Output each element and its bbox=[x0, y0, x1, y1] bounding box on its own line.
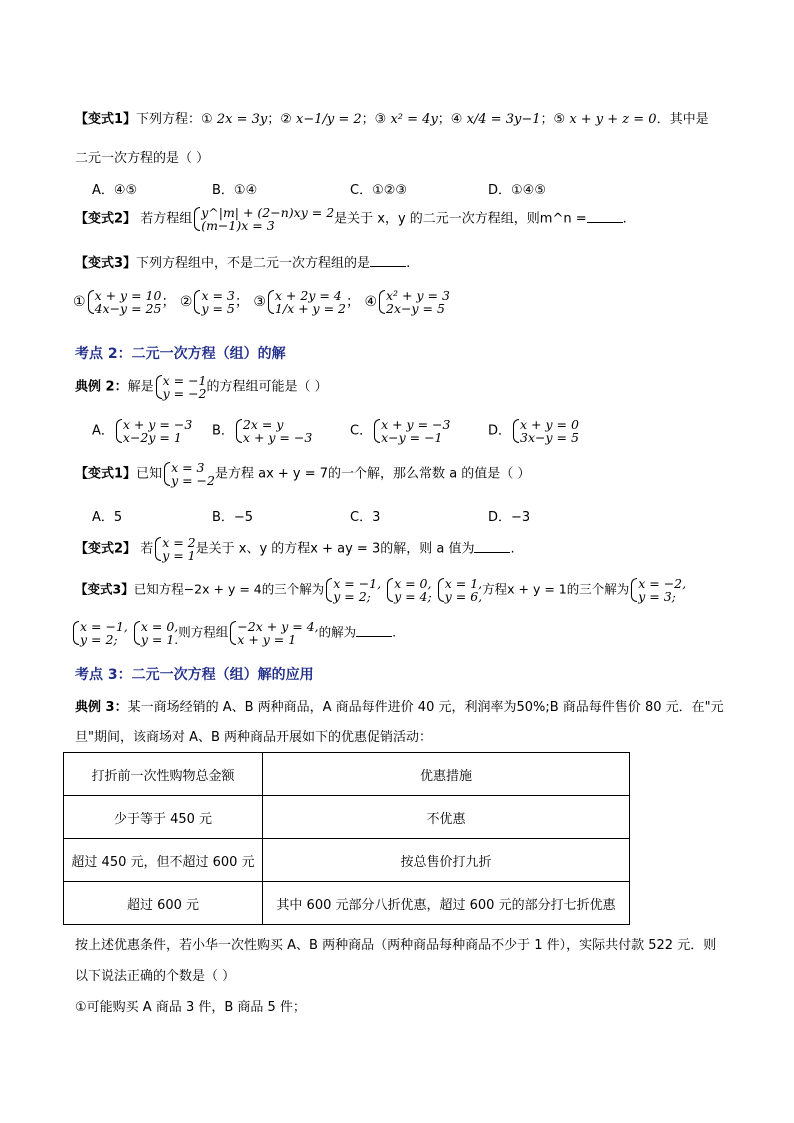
v1-sep: ；③ bbox=[361, 112, 387, 127]
item-number: ② bbox=[179, 294, 193, 310]
s2v1-label: 【变式1】 bbox=[75, 466, 137, 482]
s3-example-line1: 典例 3：某一商场经销的 A、B 两种商品，A 商品每件进价 40 元，利润率为50%;B 商品每件售价 80 元．在"元 bbox=[75, 700, 724, 715]
item-number: ④ bbox=[364, 294, 377, 310]
s2-option-a: A． x + y = −3 x−2y = 1 bbox=[92, 417, 193, 445]
item-number: ③ bbox=[253, 294, 266, 310]
s2-option-d: D． x + y = 0 3x−y = 5 bbox=[488, 417, 579, 445]
v1-eq2: x−1/y = 2 bbox=[296, 112, 362, 127]
v1-eq3: x² = 4y bbox=[390, 112, 438, 127]
s3-example-line2: 旦"期间，该商场对 A、B 两种商品开展如下的优惠促销活动： bbox=[75, 730, 433, 745]
v3-text: 下列方程组中，不是二元一次方程组的是 bbox=[136, 256, 371, 271]
item-number: ① bbox=[73, 294, 86, 310]
v1-line1 bbox=[75, 108, 709, 127]
s2v2-system: x = 2 y = 1 bbox=[153, 536, 195, 562]
v1-eq4: x/4 = 3y−1 bbox=[466, 112, 541, 127]
v1-sep: ；④ bbox=[437, 112, 463, 127]
s2v3-line2: x = −1, y = 2; x = 0, y = 1. 则方程组 −2x + y = 4, x + y = 1 的解为 . bbox=[71, 620, 396, 646]
v3-systems: ① x + y = 10 4x−y = 25 ； ② x = 3 y = 5 ； ③ x + 2y = 4 1/x + y = 2 ； ④ x² + y = 3 2x−y = 5 bbox=[73, 288, 450, 316]
table-cell: 超过 600 元 bbox=[64, 882, 263, 925]
s2v3-line1: 【变式3】已知方程−2x + y = 4的三个解为 x = −1, y = 2; x = 0, y = 4; x = 1, y = 6, 方程x + y = 1的三个解为 x = −2, y = 3; bbox=[75, 576, 687, 604]
s2-example-system: x = −1 y = −2 bbox=[154, 374, 207, 400]
answer-blank[interactable] bbox=[587, 210, 623, 223]
s2-option-b: B． 2x = y x + y = −3 bbox=[212, 417, 313, 445]
table-cell: 不优惠 bbox=[263, 796, 630, 839]
v1-label: 【变式1】 bbox=[75, 112, 137, 127]
table-row bbox=[64, 796, 630, 839]
v1-option-c: C．①②③ bbox=[350, 183, 408, 198]
table-header-cell: 打折前一次性购物总金额 bbox=[64, 753, 263, 796]
s2v3-system: −2x + y = 4, x + y = 1 bbox=[228, 620, 318, 646]
v1-option-b: B．①④ bbox=[212, 183, 258, 198]
v2-line: 【变式2】 若方程组 y^|m| + (2−n)xy = 2 (m−1)x = 3 是关于 x，y 的二元一次方程组，则m^n = . bbox=[75, 205, 627, 233]
table-cell: 超过 450 元，但不超过 600 元 bbox=[64, 839, 263, 882]
s2v1-system: x = 3 y = −2 bbox=[162, 461, 215, 487]
table-cell: 按总售价打九折 bbox=[263, 839, 630, 882]
v1-text-end: ．其中是 bbox=[656, 112, 709, 127]
v2-system: y^|m| + (2−n)xy = 2 (m−1)x = 3 bbox=[192, 206, 334, 232]
s2v1-option-d: D．−3 bbox=[488, 510, 531, 525]
v3-system-2: x = 3 y = 5 bbox=[192, 289, 234, 315]
v3-system-4: x² + y = 3 2x−y = 5 bbox=[377, 289, 450, 315]
table-cell: 其中 600 元部分八折优惠，超过 600 元的部分打七折优惠 bbox=[263, 882, 630, 925]
s3-after-line1: 按上述优惠条件，若小华一次性购买 A、B 两种商品（两种商品每种商品不少于 1 件），实际共付款 522 元．则 bbox=[75, 938, 717, 953]
table-row bbox=[64, 882, 630, 925]
s2v1-option-c: C．3 bbox=[350, 510, 381, 525]
v3-system-1: x + y = 10 4x−y = 25 bbox=[86, 289, 162, 315]
table-cell: 少于等于 450 元 bbox=[64, 796, 263, 839]
v1-text: 下列方程：① bbox=[136, 112, 213, 127]
table-header-cell: 优惠措施 bbox=[263, 753, 630, 796]
table-row bbox=[64, 839, 630, 882]
v2-text-b: 是关于 x，y 的二元一次方程组，则m^n = bbox=[334, 211, 587, 227]
answer-blank[interactable] bbox=[370, 254, 406, 267]
v2-text: 若方程组 bbox=[140, 211, 193, 227]
s2v1-line: 【变式1】已知 x = 3 y = −2 是方程 ax + y = 7的一个解，那么常数 a 的值是（ ） bbox=[75, 460, 531, 488]
table-row bbox=[64, 753, 630, 796]
section-3-title: 考点 3：二元一次方程（组）解的应用 bbox=[75, 667, 314, 683]
s2v2-label: 【变式2】 bbox=[75, 541, 137, 557]
v1-sep: ；⑤ bbox=[540, 112, 566, 127]
v3-label: 【变式3】 bbox=[75, 256, 137, 271]
example-label: 典例 2： bbox=[75, 379, 128, 395]
s2v1-option-b: B．−5 bbox=[212, 510, 254, 525]
section-2-title: 考点 2：二元一次方程（组）的解 bbox=[75, 346, 286, 362]
s2v2-line: 【变式2】 若 x = 2 y = 1 是关于 x、y 的方程x + ay = 3的解，则 a 值为 . bbox=[75, 535, 515, 563]
s2-option-c: C． x + y = −3 x−y = −1 bbox=[350, 417, 451, 445]
v1-eq1: 2x = 3y bbox=[216, 112, 268, 127]
v1-option-a: A．④⑤ bbox=[92, 183, 138, 198]
answer-blank[interactable] bbox=[474, 540, 510, 553]
v1-line2: 二元一次方程的是（ ） bbox=[75, 151, 210, 166]
s2v1-option-a: A．5 bbox=[92, 510, 123, 525]
v1-option-d: D．①④⑤ bbox=[488, 183, 546, 198]
v3-system-3: x + 2y = 4 1/x + y = 2 bbox=[266, 289, 346, 315]
v1-eq5: x + y + z = 0 bbox=[569, 112, 657, 127]
v2-label: 【变式2】 bbox=[75, 211, 137, 227]
v3-line: 【变式3】下列方程组中，不是二元一次方程组的是 . bbox=[75, 256, 411, 271]
s2v3-label: 【变式3】 bbox=[75, 581, 134, 597]
answer-blank[interactable] bbox=[356, 624, 392, 637]
s2-example-line: 典例 2：解是 x = −1 y = −2 的方程组可能是（ ） bbox=[75, 373, 328, 401]
v1-sep: ；② bbox=[267, 112, 292, 127]
s3-after-line2: 以下说法正确的个数是（ ） bbox=[75, 969, 236, 984]
example-label: 典例 3： bbox=[75, 700, 128, 715]
s3-item-1: ①可能购买 A 商品 3 件，B 商品 5 件； bbox=[75, 1000, 306, 1015]
promotion-table bbox=[63, 752, 630, 925]
